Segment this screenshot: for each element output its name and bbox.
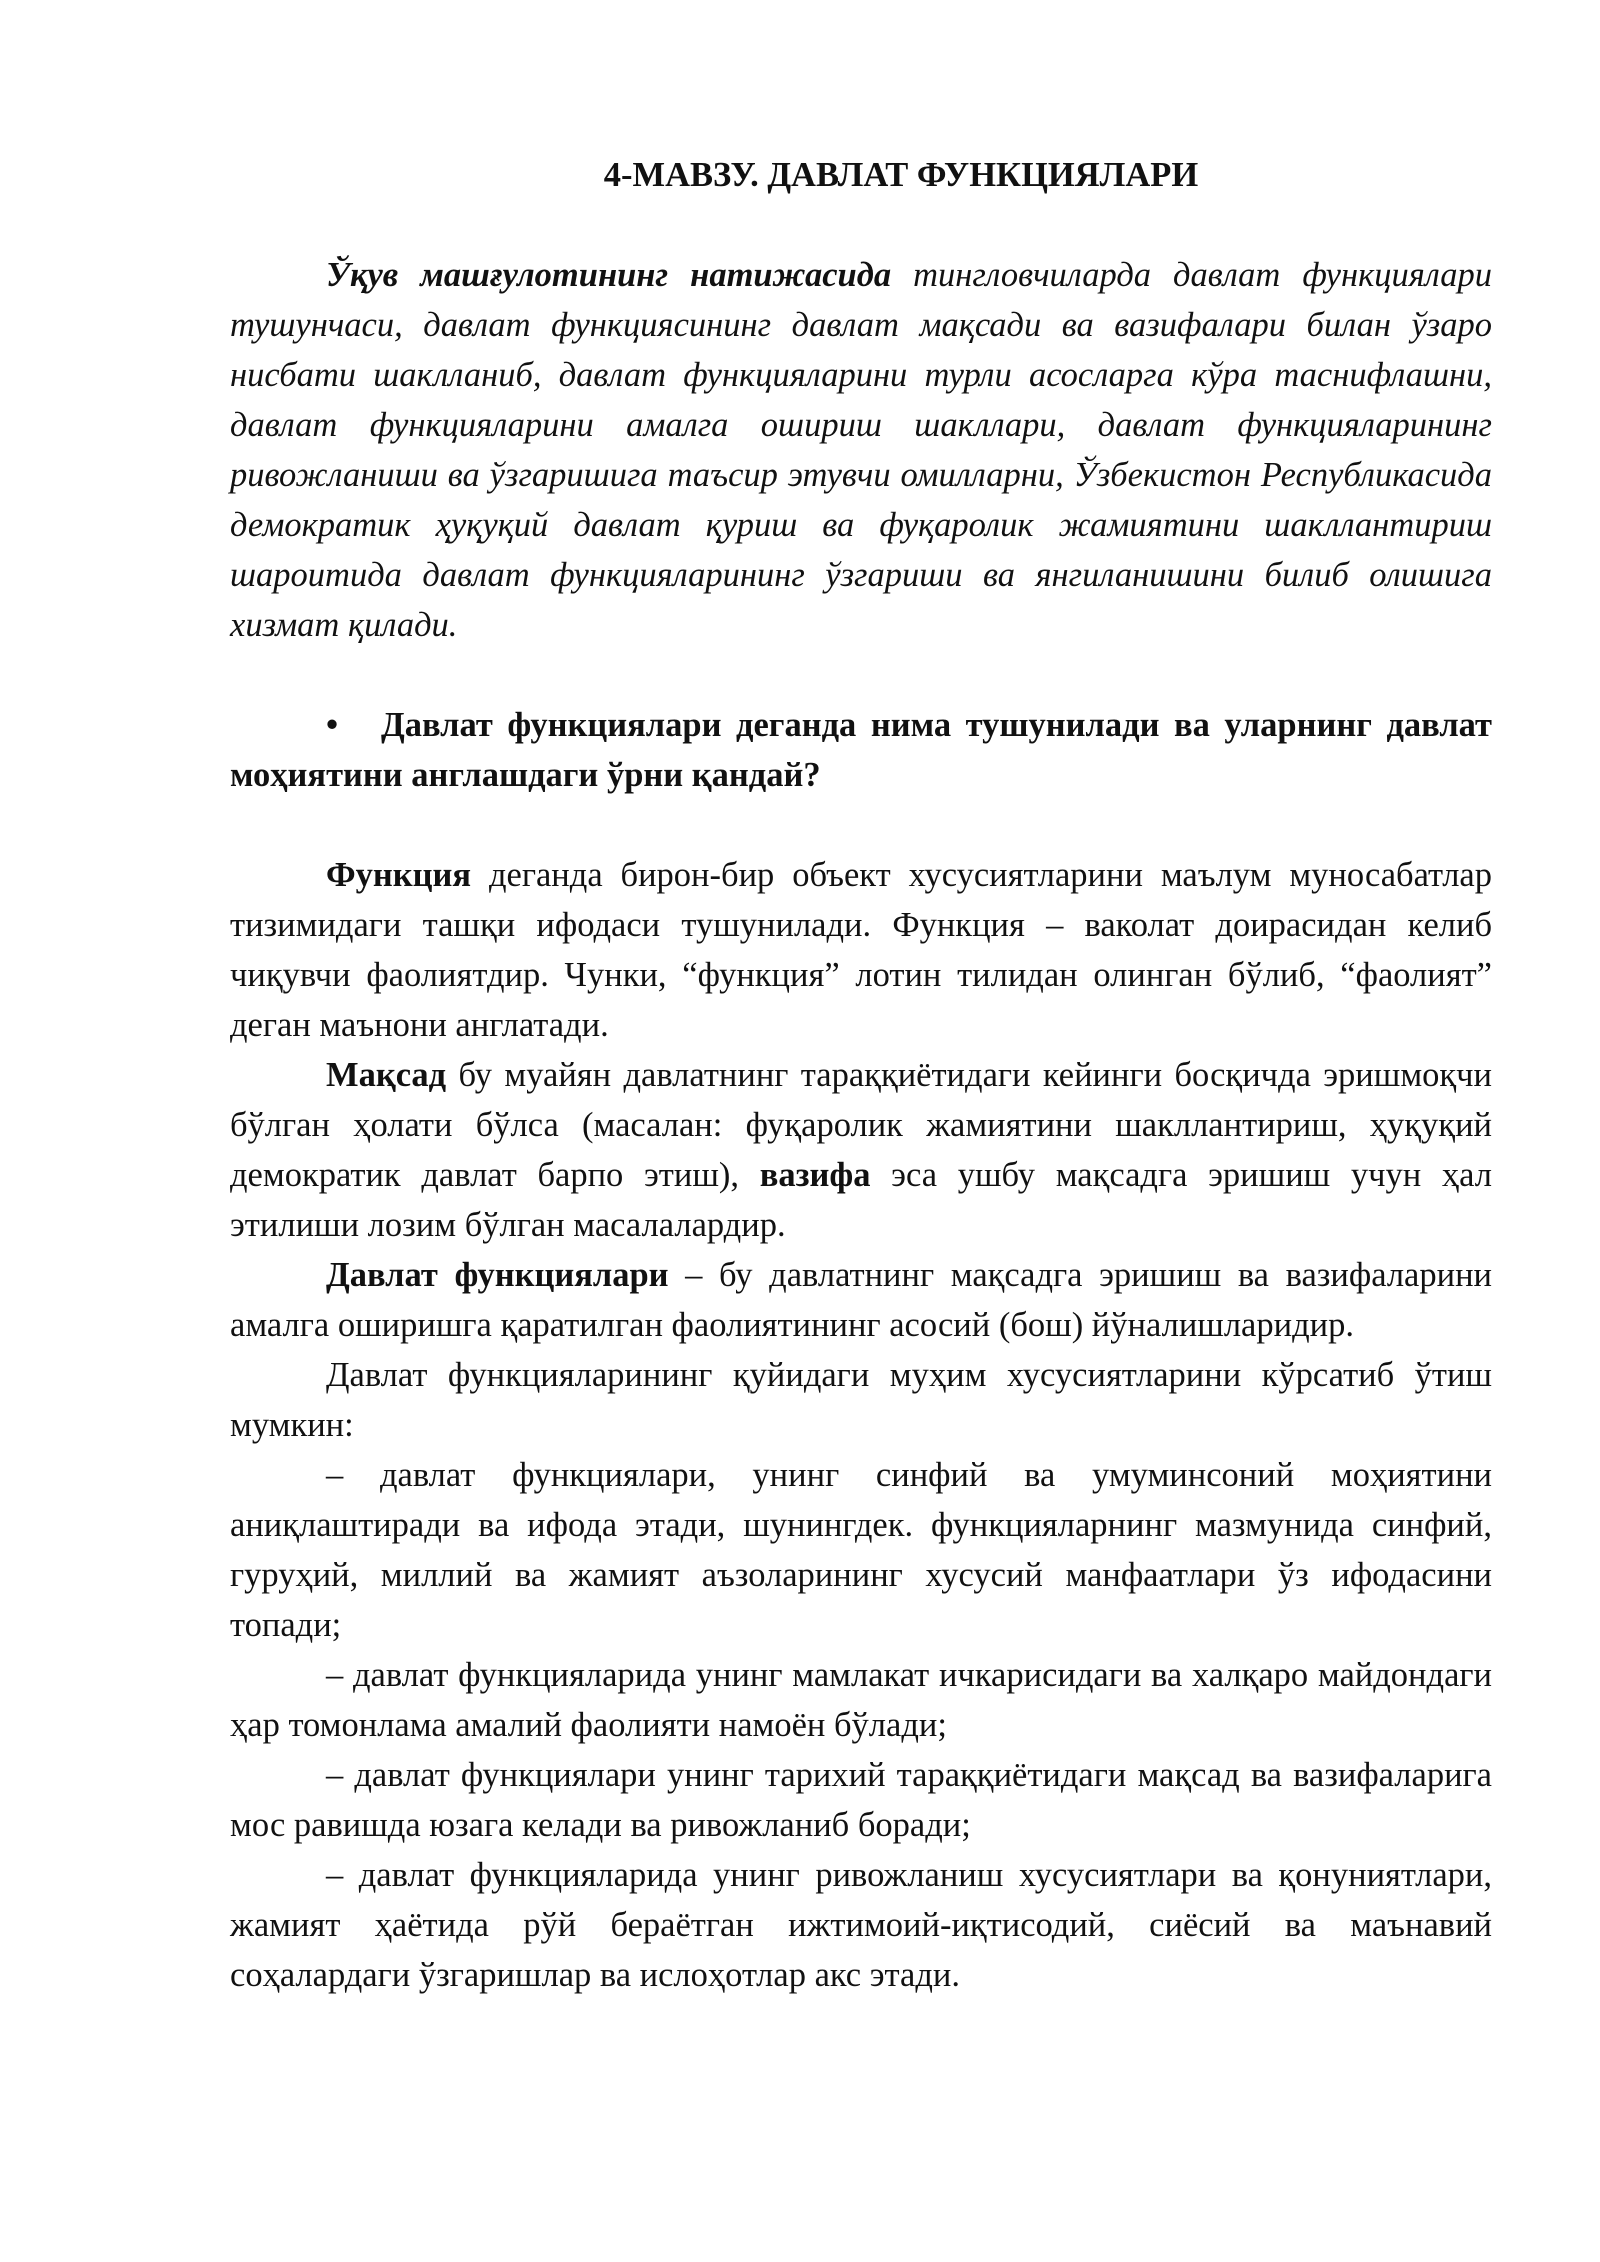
paragraph-state-functions-text: – бу давлатнинг мақсадга эришиш ва вазифаларини амалга оширишга қаратилган фаолиятининг асосий (бош) йўналишларидир.: [230, 1256, 1492, 1344]
term-state-functions: Давлат функциялари: [326, 1256, 669, 1294]
list-item: – давлат функцияларида унинг мамлакат ичкарисидаги ва халқаро майдондаги ҳар томонлама амалий фаолияти намоён бўлади;: [230, 1656, 1492, 1744]
paragraph-function-text: деганда бирон-бир объект хусусиятларини маълум муносабатлар тизимидаги ташқи ифодаси тушунилади. Функция – ваколат доирасидан келиб чиқувчи фаолиятдир. Чунки, “функция” лотин тилидан олинган бўлиб, “фаолият” деган маънони англатади.: [230, 856, 1492, 1044]
term-goal: Мақсад: [326, 1056, 447, 1094]
key-question-text: Давлат функциялари деганда нима тушунилади ва уларнинг давлат моҳиятини англашдаги ўрни қандай?: [230, 706, 1492, 794]
term-function: Функция: [326, 856, 472, 894]
term-task: вазифа: [759, 1156, 871, 1194]
key-question: [230, 700, 1492, 800]
list-item: – давлат функциялари унинг тарихий тараққиётидаги мақсад ва вазифаларига мос равишда юзага келади ва ривожланиб боради;: [230, 1756, 1492, 1844]
paragraph-goal: [230, 1050, 1492, 1250]
paragraph-state-functions: [230, 1250, 1492, 1350]
paragraph-features-intro: Давлат функцияларининг қуйидаги муҳим хусусиятларини кўрсатиб ўтиш мумкин:: [230, 1356, 1492, 1444]
bullet-icon: •: [326, 706, 339, 744]
paragraph-goal-text-a: бу муайян давлатнинг тараққиётидаги кейинги босқичда эришмоқчи бўлган ҳолати бўлса (масалан: фуқаролик жамиятини шакллантириш, ҳуқуқий демократик давлат барпо этиш),: [230, 1056, 1492, 1194]
list-item: – давлат функцияларида унинг ривожланиш хусусиятлари ва қонуниятлари, жамият ҳаётида рўй бераётган ижтимоий-иқтисодий, сиёсий ва маънавий соҳалардаги ўзгаришлар ва ислоҳотлар акс этади.: [230, 1856, 1492, 1994]
page-title: 4-МАВЗУ. ДАВЛАТ ФУНКЦИЯЛАРИ: [603, 156, 1199, 194]
objective-text: тингловчиларда давлат функциялари тушунчаси, давлат функциясининг давлат мақсади ва вазифалари билан ўзаро нисбати шаклланиб, давлат функцияларини турли асосларга кўра таснифлашни, давлат функцияларини амалга ошириш шакллари, давлат функцияларининг ривожланиши ва ўзгаришига таъсир этувчи омилларни, Ўзбекистон Республикасида демократик ҳуқуқий давлат қуриш ва фуқаролик жамиятини шакллантириш шароитида давлат функцияларининг ўзгариши ва янгиланишини билиб олишига хизмат қилади.: [230, 256, 1493, 644]
objective-lead: Ўқув машғулотининг натижасида: [326, 256, 892, 294]
document-page: [230, 150, 1492, 2000]
paragraph-function: [230, 850, 1492, 1050]
paragraph-goal-text-b: эса ушбу мақсадга эришиш учун ҳал этилиши лозим бўлган масалалардир.: [230, 1156, 1493, 1244]
learning-objective: [230, 250, 1492, 650]
list-item: – давлат функциялари, унинг синфий ва умуминсоний моҳиятини аниқлаштиради ва ифода этади, шунингдек. функцияларнинг мазмунида синфий, гуруҳий, миллий ва жамият аъзоларининг хусусий манфаатлари ўз ифодасини топади;: [230, 1456, 1492, 1644]
